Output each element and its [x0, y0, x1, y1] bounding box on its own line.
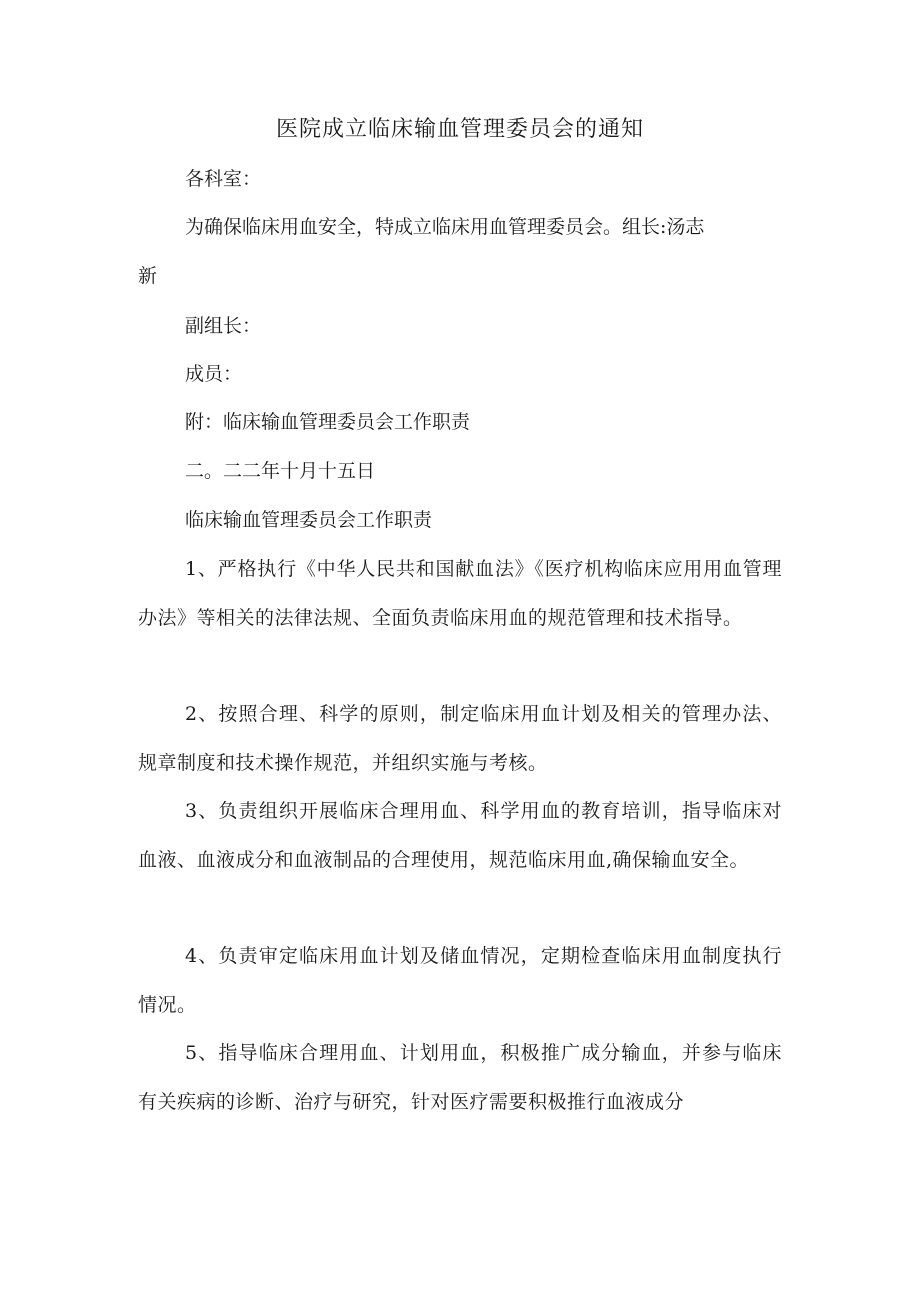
duty-item-3: 3、负责组织开展临床合理用血、科学用血的教育培训，指导临床对血液、血液成分和血液制品的合理使用，规范临床用血,确保输血安全。: [138, 800, 782, 871]
intro-line-1: 为确保临床用血安全，特成立临床用血管理委员会。组长:汤志: [185, 216, 705, 238]
section-heading: 临床输血管理委员会工作职责: [185, 509, 433, 531]
salutation: 各科室：: [185, 168, 262, 190]
duty-item-1: 1、严格执行《中华人民共和国献血法》《医疗机构临床应用用血管理办法》等相关的法律法规、全面负责临床用血的规范管理和技术指导。: [138, 558, 782, 629]
duty-item-5: 5、指导临床合理用血、计划用血，积极推广成分输血，并参与临床有关疾病的诊断、治疗与研究，针对医疗需要积极推行血液成分: [138, 1042, 782, 1113]
document-title: 医院成立临床输血管理委员会的通知: [275, 117, 644, 142]
date-line: 二。二二年十月十五日: [185, 460, 376, 482]
duty-item-2: 2、按照合理、科学的原则，制定临床用血计划及相关的管理办法、规章制度和技术操作规范，并组织实施与考核。: [138, 703, 782, 774]
intro-line-2: 新: [138, 265, 158, 287]
members-line: 成员：: [185, 363, 243, 385]
attachment-line: 附：临床输血管理委员会工作职责: [185, 411, 471, 433]
duty-item-4: 4、负责审定临床用血计划及储血情况，定期检查临床用血制度执行情况。: [138, 945, 782, 1016]
deputy-leader-line: 副组长：: [185, 315, 262, 337]
